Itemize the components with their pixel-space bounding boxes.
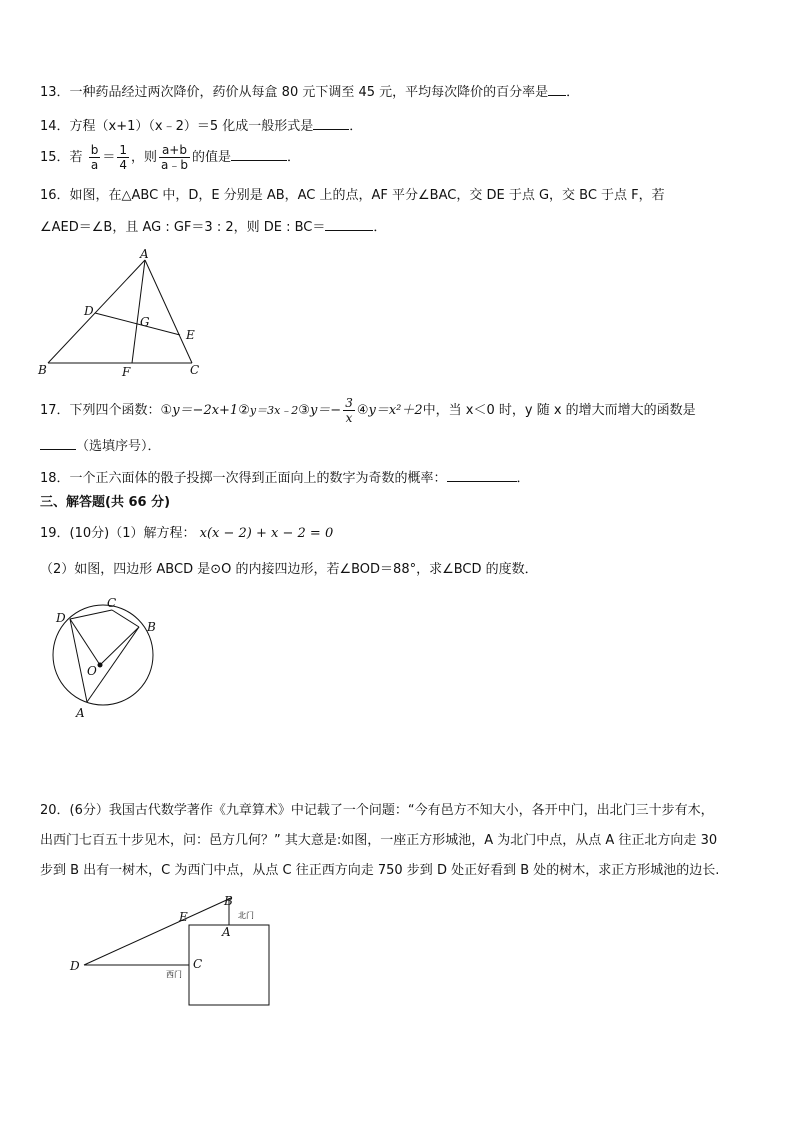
question-16-line-1: 16．如图，在△ABC 中，D，E 分别是 AB，AC 上的点，AF 平分∠BAC，交 DE 于点 G，交 BC 于点 F，若 [40,188,665,203]
segment-ob [100,627,139,665]
question-14-text: 14．方程（x+1）（x﹣2）＝5 化成一般形式是 [40,119,314,134]
label-d: D [56,611,66,625]
equation-19: x(x − 2) + x − 2 = 0 [199,526,334,541]
answer-blank-14[interactable] [313,117,349,130]
question-17-line-2: （选填序号）． [40,437,161,456]
label-c: C [190,363,200,377]
segment-ac [145,260,192,363]
question-17: 17．下列四个函数：①y＝−2x+1②y＝3x﹣2③y＝− $\frac{3}{x}$ ④y＝x²＋2中，当 x＜0 时，y 随 x 的增大而增大的函数是 [40,396,696,425]
inscribed-quadrilateral-figure [40,590,180,725]
label-b: B [224,894,233,908]
segment-dc [70,610,112,619]
fraction-one-quarter: $\frac{1}{4}$ [119,143,127,172]
label-c: C [107,596,117,610]
square-city-figure [60,890,290,1015]
fraction-sum-over-diff: $\frac{a+b}{a﹣b}$ [160,143,188,172]
label-a: A [76,706,85,720]
answer-blank-13[interactable] [548,83,566,96]
label-d: D [84,304,94,318]
function-2: y＝3x﹣2 [249,404,299,417]
answer-blank-16[interactable] [325,218,373,231]
question-20-line-2: 出西门七百五十步见木，问：邑方几何？” 其大意是:如图，一座正方形城池，A 为北门中点，从点 A 往正北方向走 30 [40,833,718,848]
question-20-line-1: 20．(6分）我国古代数学著作《九章算术》中记载了一个问题：“今有邑方不知大小，各开中门，出北门三十步有木， [40,803,714,818]
label-b: B [38,363,47,377]
circle-o [53,605,153,705]
segment-ab [48,260,145,363]
label-g: G [140,315,150,329]
question-13: 13．一种药品经过两次降价，药价从每盒 80 元下调至 45 元，平均每次降价的百分率是 ． [40,85,580,100]
function-3-lhs: y＝− [309,403,342,418]
label-a: A [140,247,149,261]
function-1: y＝−2x+1 [172,403,239,418]
question-13-text: 13．一种药品经过两次降价，药价从每盒 80 元下调至 45 元，平均每次降价的百分率是 [40,85,549,100]
function-4: y＝x²＋2 [368,403,423,418]
question-20-line-3: 步到 B 出有一树木，C 为西门中点，从点 C 往正西方向走 750 步到 D 处正好看到 B 处的树木，求正方形城池的边长. [40,863,720,878]
fraction-3-over-x: $\frac{3}{x}$ [345,396,353,425]
label-d: D [70,959,80,973]
label-b: B [147,620,156,634]
label-o: O [87,664,97,678]
segment-cb [112,610,139,627]
sight-line-db [84,898,231,965]
label-a: A [222,925,231,939]
question-16-line-2: ∠AED＝∠B，且 AG : GF＝3 : 2，则 DE : BC＝ ． [40,220,387,235]
question-19-part-1: 19．(10分)（1）解方程： x(x − 2) + x − 2 = 0 [40,526,334,541]
fraction-b-over-a: $\frac{b}{a}$ [90,143,99,172]
question-15: 15．若 $\frac{b}{a}$ ＝ $\frac{1}{4}$ ，则 $\frac{a+b}{a﹣b}$ 的值是 ． [40,143,300,172]
section-3-heading: 三、解答题(共 66 分) [40,495,171,510]
answer-blank-18[interactable] [447,469,517,482]
label-north-gate: 北门 [238,911,254,920]
question-19-part-2: （2）如图，四边形 ABCD 是⊙O 的内接四边形，若∠BOD＝88°，求∠BCD 的度数． [40,562,538,577]
label-e: E [186,328,195,342]
label-f: F [122,365,131,379]
question-14: 14．方程（x+1）（x﹣2）＝5 化成一般形式是 ． [40,119,363,134]
center-point-o [98,663,103,668]
answer-blank-17[interactable] [40,437,76,450]
question-18: 18．一个正六面体的骰子投掷一次得到正面向上的数字为奇数的概率： ． [40,471,530,486]
label-west-gate: 西门 [166,970,182,979]
segment-af [132,260,145,363]
triangle-abc-figure [30,245,220,380]
label-e: E [179,910,188,924]
label-c: C [193,957,203,971]
answer-blank-15[interactable] [231,148,287,161]
